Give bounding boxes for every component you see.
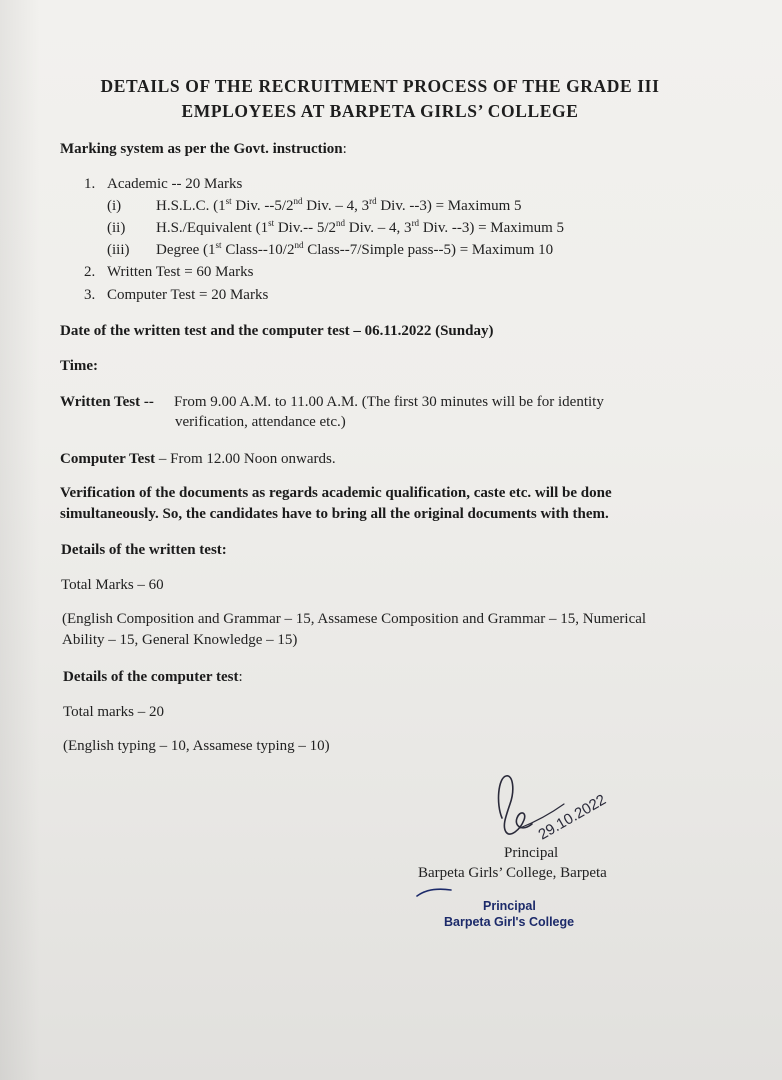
computer-total-marks: Total marks – 20 — [63, 704, 165, 720]
sub-item-sup: nd — [293, 196, 303, 206]
written-total-marks: Total Marks – 60 — [61, 577, 164, 593]
sub-item-sup: rd — [411, 218, 420, 228]
signatory-institution: Barpeta Girls’ College, Barpeta — [418, 865, 607, 881]
computer-details-heading-text: Details of the computer test — [63, 669, 239, 685]
written-details-heading: Details of the written test: — [61, 542, 227, 558]
sub-item-sup: st — [215, 240, 222, 250]
time-heading: Time: — [60, 358, 99, 374]
written-number: 2. — [84, 264, 96, 280]
handwritten-signature — [480, 768, 630, 848]
computer-details-heading — [63, 669, 243, 686]
sub-item-text: Div. – 4, 3 — [345, 220, 412, 236]
sub-item-text: Degree (1 — [156, 242, 216, 258]
verification-line2: simultaneously. So, the candidates have to bring all the original documents with them. — [60, 506, 609, 522]
written-breakdown-line2: Ability – 15, General Knowledge – 15) — [62, 632, 298, 648]
sub-item-text: Div. --3) = Maximum 5 — [419, 220, 565, 236]
computer-test-item: Computer Test = 20 Marks — [107, 287, 269, 303]
sub-item-text: Div. --3) = Maximum 5 — [376, 198, 522, 214]
handwritten-date: 29.10.2022 — [535, 791, 610, 844]
marking-heading — [60, 141, 347, 158]
signatory-designation: Principal — [504, 845, 559, 861]
written-test-time-line2: verification, attendance etc.) — [175, 414, 346, 430]
sub-item-number: (i) — [107, 198, 122, 214]
academic-item: Academic -- 20 Marks — [107, 176, 243, 192]
sub-item-degree — [156, 242, 553, 259]
computer-number: 3. — [84, 287, 96, 303]
sub-item-hs — [156, 220, 564, 237]
written-test-label: Written Test -- — [60, 394, 154, 410]
document-title-line2: EMPLOYEES AT BARPETA GIRLS’ COLLEGE — [181, 101, 579, 121]
sub-item-hslc — [156, 198, 522, 215]
stamp-flourish-icon — [415, 886, 455, 900]
sub-item-text: Div. --5/2 — [231, 198, 294, 214]
computer-test-label: Computer Test — [60, 451, 156, 467]
sub-item-number: (iii) — [107, 242, 130, 258]
sub-item-text: H.S./Equivalent (1 — [156, 220, 269, 236]
stamp-designation: Principal — [483, 899, 536, 913]
sub-item-text: Div. – 4, 3 — [302, 198, 370, 214]
sub-item-number: (ii) — [107, 220, 126, 236]
verification-line1: Verification of the documents as regards academic qualification, caste etc. will be done — [60, 485, 612, 501]
sub-item-text: Class--10/2 — [221, 242, 295, 258]
sub-item-sup: nd — [336, 218, 346, 228]
computer-test-time — [60, 451, 336, 468]
stamp-institution: Barpeta Girl's College — [444, 915, 575, 929]
sub-item-sup: st — [225, 196, 232, 206]
computer-test-time-text: – From 12.00 Noon onwards. — [155, 451, 336, 467]
marking-heading-text: Marking system as per the Govt. instruction — [60, 141, 343, 157]
written-test-time-line1: From 9.00 A.M. to 11.00 A.M. (The first 30 minutes will be for identity — [174, 394, 604, 410]
sub-item-sup: nd — [294, 240, 304, 250]
document-title-line1: DETAILS OF THE RECRUITMENT PROCESS OF THE GRADE III — [100, 76, 660, 96]
sub-item-sup: st — [268, 218, 275, 228]
test-date-line: Date of the written test and the computer test – 06.11.2022 (Sunday) — [60, 323, 494, 339]
written-breakdown-line1: (English Composition and Grammar – 15, Assamese Composition and Grammar – 15, Numerical — [62, 611, 647, 627]
academic-number: 1. — [84, 176, 96, 192]
sub-item-sup: rd — [369, 196, 377, 206]
computer-breakdown: (English typing – 10, Assamese typing – 10) — [63, 738, 330, 754]
sub-item-text: Div.-- 5/2 — [274, 220, 337, 236]
sub-item-text: Class--7/Simple pass--5) = Maximum 10 — [303, 242, 554, 258]
marking-heading-colon: : — [342, 141, 347, 157]
sub-item-text: H.S.L.C. (1 — [156, 198, 226, 214]
computer-details-heading-colon: : — [238, 669, 243, 685]
written-test-item: Written Test = 60 Marks — [107, 264, 254, 280]
